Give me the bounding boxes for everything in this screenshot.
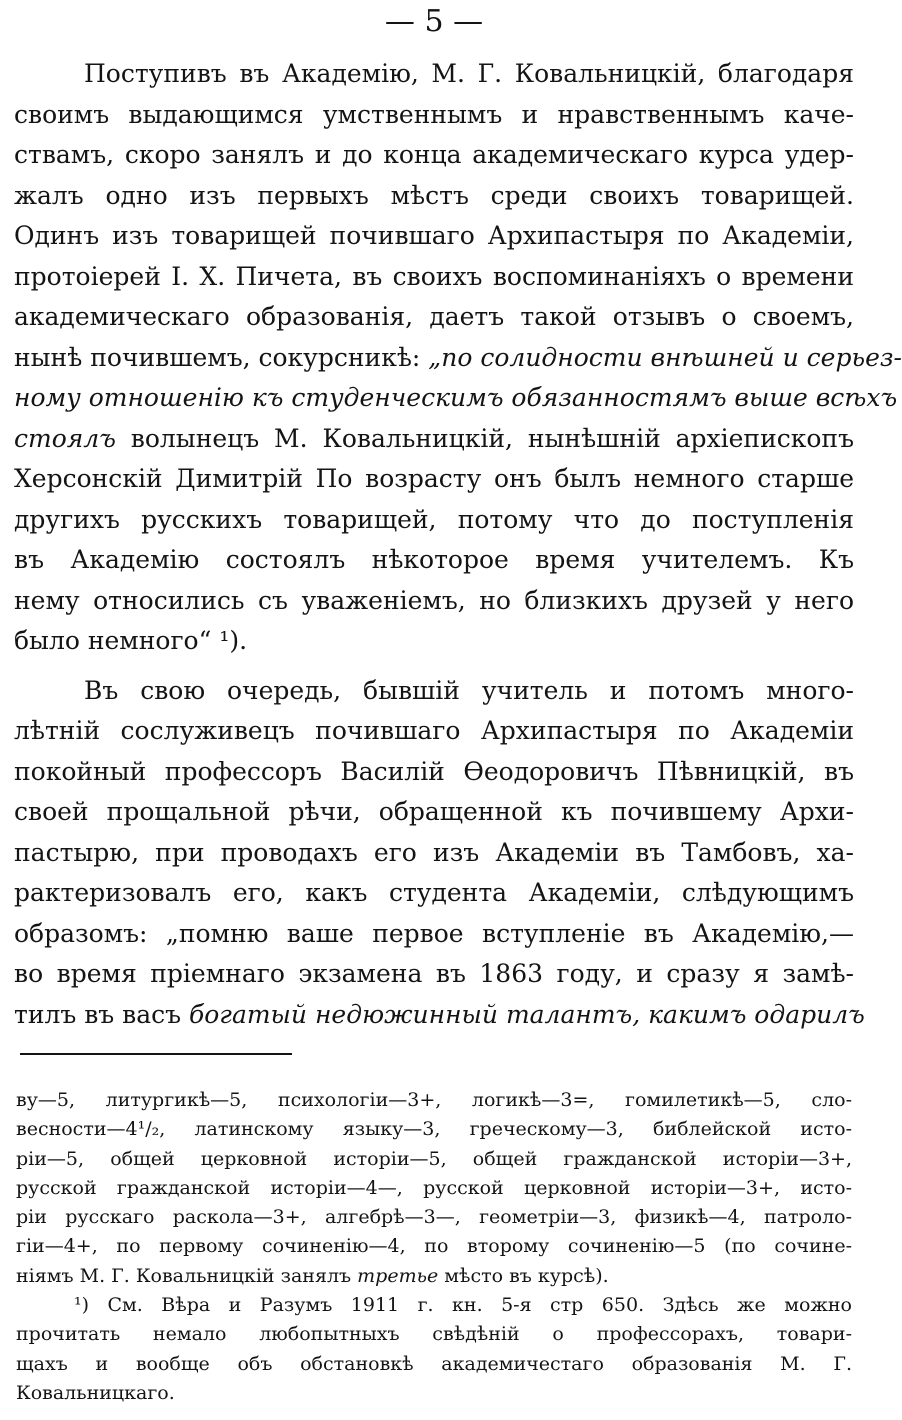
text-run: волынецъ М. Ковальницкій, нынѣшній архіепископъ [115, 423, 854, 453]
footnote-line: ву—5, литургикѣ—5, психологіи—3+, логикѣ—3=, гомилетикѣ—5, сло- [16, 1089, 852, 1111]
footnote-line: весности—4¹/₂, латинскому языку—3, греческому—3, библейской исто- [16, 1118, 852, 1141]
text-line: лѣтній сослуживецъ почившаго Архипастыря по Академіи [14, 716, 854, 745]
italic-quote: „по солидности внѣшней и серьез- [428, 342, 902, 372]
text-line: пастырю, при проводахъ его изъ Академіи въ Тамбовъ, ха- [14, 837, 854, 867]
text-run: ніямъ М. Г. Ковальницкій занялъ [16, 1264, 358, 1287]
text-line [14, 995, 865, 1036]
footnote-line: русской гражданской исторіи—4—, русской церковной исторіи—3+, исто- [16, 1176, 852, 1199]
footnote-line: ріи—5, общей церковной исторіи—5, общей гражданской исторіи—3+, [16, 1147, 852, 1170]
paragraph-1 [14, 54, 902, 662]
text-line: академическаго образованія, даетъ такой отзывъ о своемъ, [14, 302, 854, 331]
italic-quote: ному отношенію къ студенческимъ обязанностямъ выше всѣхъ [14, 383, 898, 412]
italic-quote: стоялъ [14, 423, 116, 453]
text-line [14, 419, 854, 460]
footnote-line: ріи русскаго раскола—3+, алгебрѣ—3—, геометріи—3, физикѣ—4, патроло- [16, 1206, 852, 1229]
text-line [14, 338, 902, 379]
page-number: — 5 — [384, 4, 484, 39]
text-line: Въ свою очередь, бывшій учитель и потомъ много- [84, 675, 854, 705]
footnote-line: прочитать немало любопытныхъ свѣдѣній о профессорахъ, товари- [16, 1323, 852, 1346]
footnote-line: гіи—4+, по первому сочиненію—4, по второму сочиненію—5 (по сочине- [16, 1235, 852, 1258]
text-line: въ Академію состоялъ нѣкоторое время учителемъ. Къ [14, 545, 854, 574]
text-line: Одинъ изъ товарищей почившаго Архипастыря по Академіи, [14, 221, 854, 250]
text-line: ствамъ, скоро занялъ и до конца академическаго курса удер- [14, 140, 854, 169]
text-line: Поступивъ въ Академію, М. Г. Ковальницкій, благодаря [84, 59, 854, 88]
text-line [14, 378, 898, 419]
text-line: своей прощальной рѣчи, обращенной къ почившему Архи- [14, 797, 854, 826]
text-line: другихъ русскихъ товарищей, потому что до поступленія [14, 504, 854, 534]
text-line: рактеризовалъ его, какъ студента Академіи, слѣдующимъ [14, 878, 854, 907]
text-line: покойный профессоръ Василій Ѳеодоровичъ Пѣвницкій, въ [14, 756, 854, 786]
text-line: протоіерей І. Х. Пичета, въ своихъ воспоминаніяхъ о времени [14, 261, 854, 291]
footnote-separator [20, 1053, 292, 1055]
text-line: Херсонскій Димитрій По возрасту онъ былъ немного старше [14, 464, 854, 493]
footnotes [16, 1086, 852, 1408]
text-line: образомъ: „помню ваше первое вступленіе въ Академію,— [14, 918, 854, 948]
italic-quote: богатый недюжинный талантъ, какимъ одарилъ [189, 999, 865, 1029]
footnote-line [16, 1262, 852, 1291]
footnote-1 [16, 1291, 852, 1408]
text-line: было немного“ ¹). [14, 626, 248, 655]
text-line: жалъ одно изъ первыхъ мѣстъ среди своихъ товарищей. [14, 180, 854, 210]
footnote-continuation [16, 1086, 852, 1291]
footnote-line: Ковальницкаго. [16, 1381, 175, 1404]
italic-word: третье [357, 1264, 439, 1287]
text-line: во время пріемнаго экзамена въ 1863 году, и сразу я замѣ- [14, 959, 854, 988]
paragraph-2 [14, 671, 865, 1036]
text-run: нынѣ почившемъ, сокурсникѣ: [14, 342, 429, 372]
text-run: тилъ въ васъ [14, 999, 189, 1029]
footnote-line: ¹) См. Вѣра и Разумъ 1911 г. кн. 5-я стр 650. Здѣсь же можно [74, 1294, 852, 1317]
main-text [14, 54, 902, 1035]
footnote-line: щахъ и вообще объ обстановкѣ академичестаго образованія М. Г. [16, 1352, 852, 1375]
paragraph-gap [14, 662, 854, 671]
text-line: нему относились съ уваженіемъ, но близкихъ друзей у него [14, 585, 854, 615]
text-run: мѣсто въ курсѣ). [438, 1264, 609, 1287]
text-line: своимъ выдающимся умственнымъ и нравственнымъ каче- [14, 99, 854, 129]
